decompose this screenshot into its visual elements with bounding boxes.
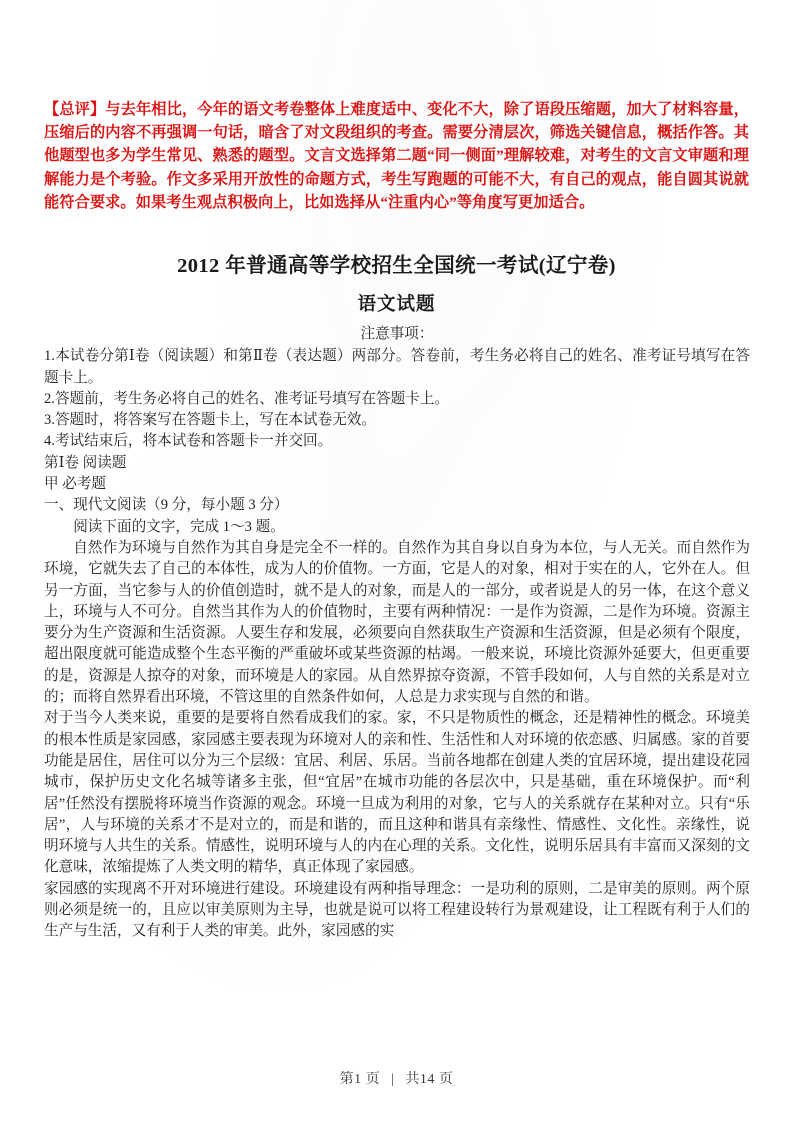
- section-volume-heading: 第Ⅰ卷 阅读题: [44, 454, 127, 471]
- question-group-heading: 一、现代文阅读（9 分，每小题 3 分）: [44, 497, 289, 514]
- notice-heading: 注意事项：: [360, 326, 434, 342]
- page-title: 2012 年普通高等学校招生全国统一考试(辽宁卷): [177, 255, 616, 277]
- passage-paragraph-3: 家园感的实现离不开对环境进行建设。环境建设有两种指导理念：一是功利的原则，二是审美的原则。两个原则必须是统一的，且应以审美原则为主导，也就是说可以将工程建设转行为景观建设，让工程既有利于人们的生产与生活，又有利于人类的审美。此外，家园感的实: [44, 880, 750, 940]
- notice-item-3: 3.答题时，将答案写在答题卡上，写在本试卷无效。: [44, 412, 377, 429]
- page-subtitle: 语文试题: [357, 295, 436, 315]
- notice-item-2: 2.答题前，考生务必将自己的姓名、准考证号填写在答题卡上。: [44, 390, 449, 407]
- footer-separator: |: [391, 1072, 395, 1087]
- document-body: [44, 324, 750, 943]
- notice-item-1: 1.本试卷分第Ⅰ卷（阅读题）和第Ⅱ卷（表达题）两部分。答卷前，考生务必将自己的姓名、准考证号填写在答题卡上。: [44, 348, 750, 386]
- reading-instruction: 阅读下面的文字，完成 1～3 题。: [73, 518, 285, 535]
- notice-item-4: 4.考试结束后，将本试卷和答题卡一并交回。: [44, 433, 333, 450]
- passage-paragraph-2: 对于当今人类来说，重要的是要将自然看成我们的家。家，不只是物质性的概念，还是精神性的概念。环境美的根本性质是家园感，家园感主要表现为环境对人的亲和性、生活性和人对环境的依恋感、归属感。家的首要功能是居住，居住可以分为三个层级：宜居、利居、乐居。当前各地都在创建人类的宜居环境，提出建设花园城市，保护历史文化名城等诸多主张，但“宜居”在城市功能的各层次中，只是基础，重在环境保护。而“利居”任然没有摆脱将环境当作资源的观念。环境一旦成为利用的对象，它与人的关系就存在某种对立。只有“乐居”，人与环境的关系才不是对立的，而是和谐的，而且这种和谐具有亲缘性、情感性、文化性。亲缘性，说明环境与人共生的关系。情感性，说明环境与人的内在心理的关系。文化性，说明乐居具有丰富而又深刻的文化意味，浓缩提炼了人类文明的精华，真正体现了家园感。: [44, 710, 750, 876]
- section-part-heading: 甲 必考题: [44, 476, 107, 493]
- footer-current-page: 第1 页: [339, 1072, 381, 1087]
- passage-paragraph-1: 自然作为环境与自然作为其自身是完全不一样的。自然作为其自身以自身为本位，与人无关。而自然作为环境，它就失去了自己的本体性，成为人的价值物。一方面，它是人的对象，相对于实在的人，它外在人。但另一方面，当它参与人的价值创造时，就不是人的对象，而是人的一部分，或者说是人的另一体，在这个意义上，环境与人不可分。自然当其作为人的价值物时，主要有两种情况：一是作为资源，二是作为环境。资源主要分为生产资源和生活资源。人要生存和发展，必须要向自然获取生产资源和生活资源，但是必须有个限度，超出限度就可能造成整个生态平衡的严重破坏或某些资源的枯竭。一般来说，环境比资源外延要大，但更重要的是，资源是人掠夺的对象，而环境是人的家园。从自然界掠夺资源，不管手段如何，人与自然的关系是对立的；而将自然界看出环境，不管这里的自然条件如何，人总是力求实现与自然的和谐。: [44, 539, 750, 706]
- red-commentary-block: 【总评】与去年相比，今年的语文考卷整体上难度适中、变化不大，除了语段压缩题，加大了材料容量，压缩后的内容不再强调一句话，暗含了对文段组织的考查。需要分清层次，筛选关键信息，概括作答。其他题型也多为学生常见、熟悉的题型。文言文选择第二题“同一侧面”理解较难，对考生的文言文审题和理解能力是个考验。作文多采用开放性的命题方式，考生写跑题的可能不大，有自己的观点，能自圆其说就能符合要求。如果考生观点积极向上，比如选择从“注重内心”等角度写更加适合。: [44, 101, 749, 211]
- page-footer: [0, 1068, 793, 1088]
- footer-total-pages: 共14 页: [405, 1072, 454, 1087]
